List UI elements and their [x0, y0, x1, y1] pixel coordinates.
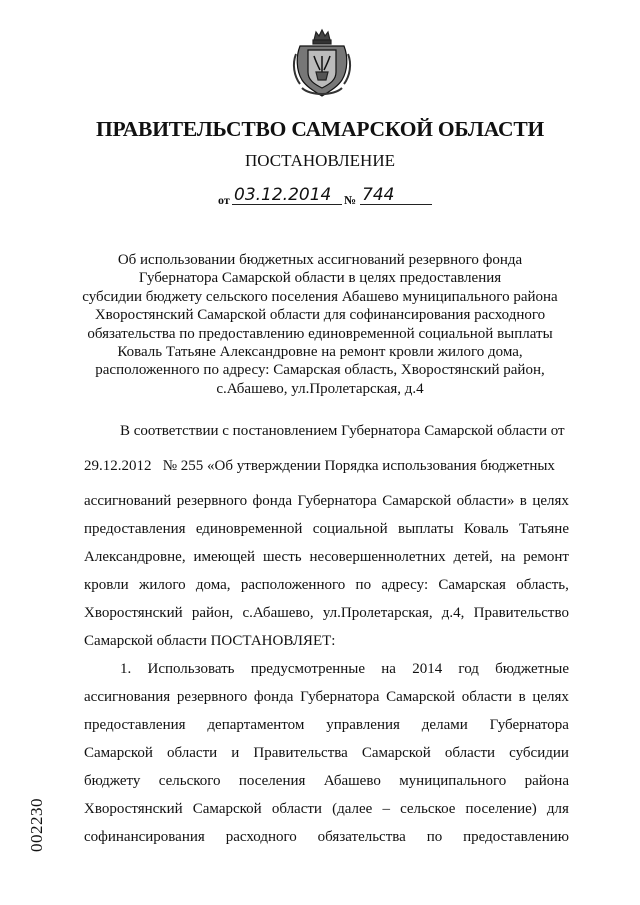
date-prefix: от	[218, 193, 230, 207]
number-prefix: №	[344, 193, 357, 207]
heading-line: Коваль Татьяне Александровне на ремонт кровли жилого дома,	[117, 344, 523, 361]
heading-line: Губернатора Самарской области в целях предоставления	[138, 270, 502, 287]
heading-line: Хворостянский Самарской области для софинансирования расходного	[94, 307, 546, 324]
samara-coat-of-arms-icon	[292, 26, 352, 100]
body-line: Самарской области и Правительства Самарской области субсидии	[84, 745, 569, 761]
body-line: Александровне, имеющей шесть несовершеннолетних детей, на ремонт	[84, 549, 569, 565]
heading-line: расположенного по адресу: Самарская область, Хворостянский район,	[95, 362, 545, 379]
body-line: Хворостянский район, с.Абашево, ул.Пролетарская, д.4, Правительство	[84, 605, 569, 621]
body-line: софинансирования расходного обязательства по предоставлению	[84, 829, 569, 845]
document-heading	[60, 251, 580, 398]
body-line: 1. Использовать предусмотренные на 2014 год бюджетные	[120, 661, 569, 677]
body-line: предоставления единовременной социальной выплаты Коваль Татьяне	[84, 521, 569, 537]
handwritten-date: 03.12.2014	[232, 186, 342, 205]
body-line: предоставления департаментом управления делами Губернатора	[84, 717, 569, 733]
registration-number: 002230	[27, 798, 46, 852]
body-line: бюджету сельского поселения Абашево муниципального района	[84, 773, 569, 789]
heading-line: субсидии бюджету сельского поселения Абашево муниципального района	[82, 288, 558, 305]
handwritten-number: 744	[360, 186, 432, 205]
body-line: В соответствии с постановлением Губернатора Самарской области от	[120, 423, 565, 439]
document-type: ПОСТАНОВЛЕНИЕ	[244, 151, 395, 170]
registration-stamp	[24, 780, 50, 870]
heading-line: обязательства по предоставлению единовременной социальной выплаты	[87, 325, 553, 342]
body-line: ассигнования резервного фонда Губернатора Самарской области в целях	[84, 689, 569, 705]
heading-line: с.Абашево, ул.Пролетарская, д.4	[216, 380, 424, 397]
body-line: кровли жилого дома, расположенного по адресу: Самарская область,	[84, 577, 569, 593]
date-number-line	[218, 186, 438, 208]
body-line: ассигнований резервного фонда Губернатора Самарской области» в целях	[84, 493, 569, 509]
heading-line: Об использовании бюджетных ассигнований резервного фонда	[117, 252, 523, 268]
body-line: Самарской области ПОСТАНОВЛЯЕТ:	[84, 633, 336, 649]
government-title: ПРАВИТЕЛЬСТВО САМАРСКОЙ ОБЛАСТИ	[96, 117, 544, 141]
body-line: Хворостянский Самарской области (далее – сельское поселение) для	[84, 801, 569, 817]
body-line: 29.12.2012 № 255 «Об утверждении Порядка использования бюджетных	[84, 458, 555, 474]
